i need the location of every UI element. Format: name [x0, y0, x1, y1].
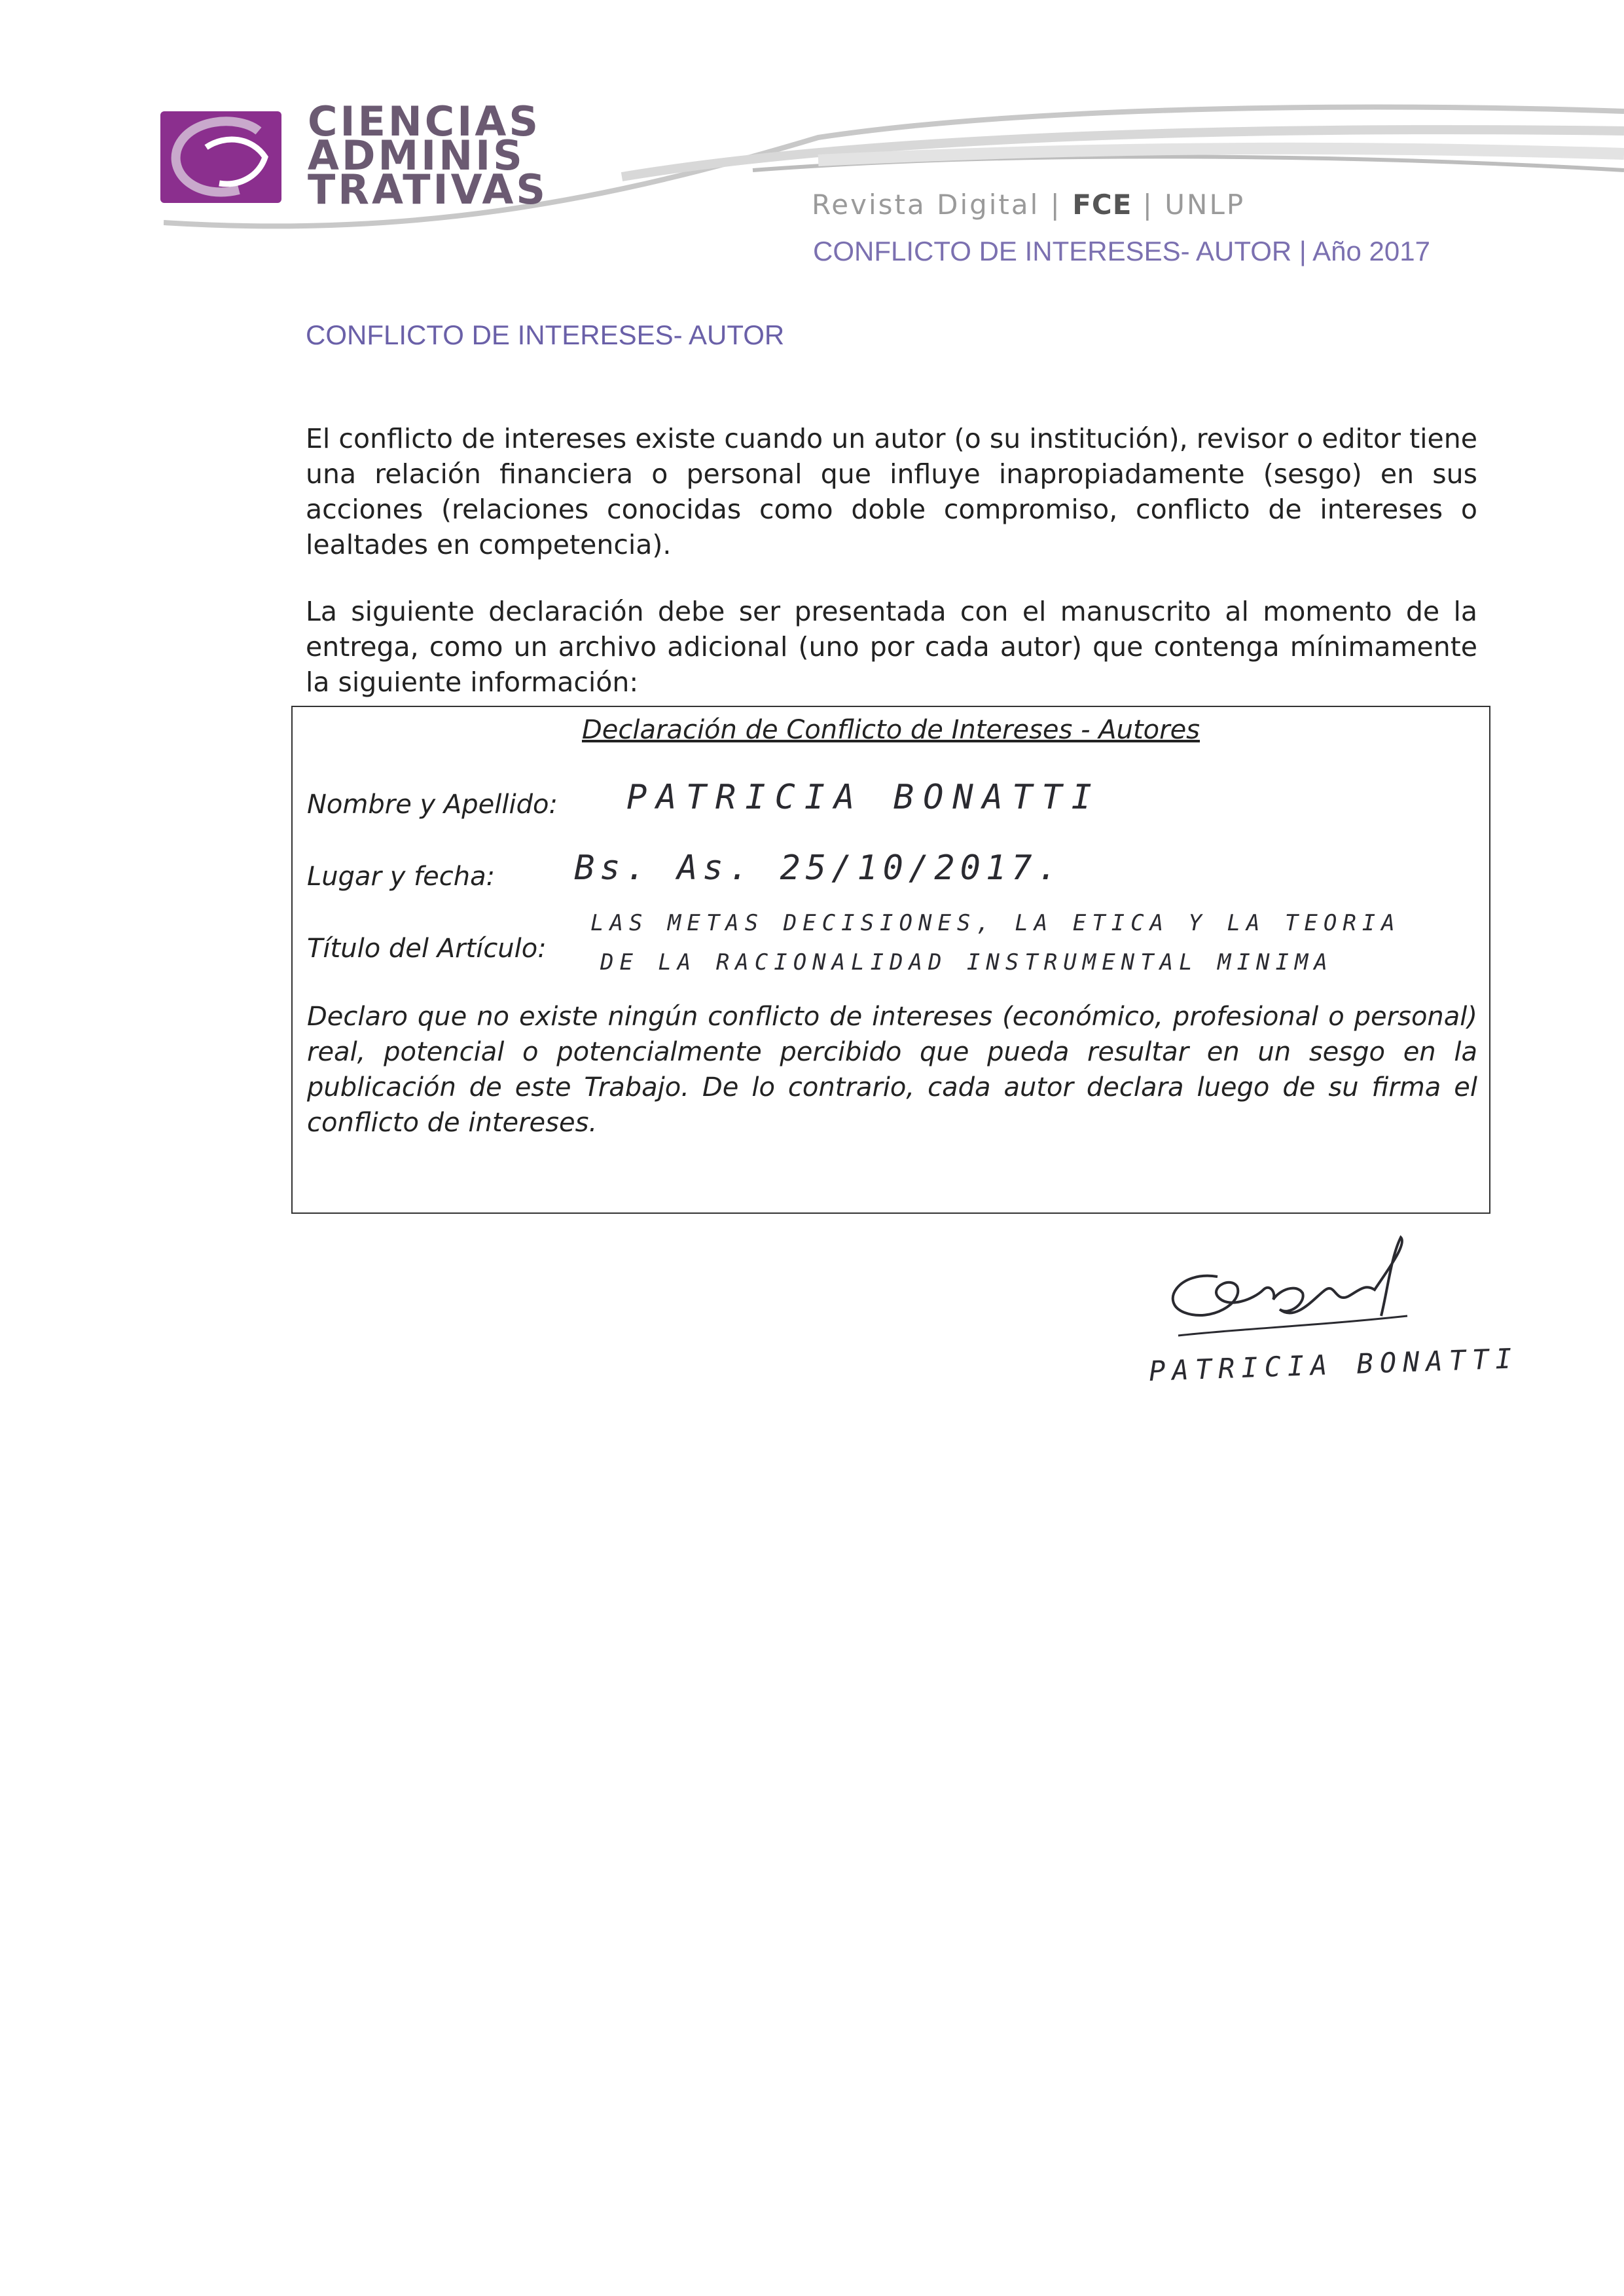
name-label: Nombre y Apellido:	[307, 790, 558, 820]
intro-paragraph: El conflicto de intereses existe cuando un autor (o su institución), revisor o editor tiene una relación financiera o personal que influye inapropiadamente (sesgo) en sus acciones (relaciones conocidas como doble compromiso, conflicto de intereses o lealtades en competencia).	[306, 423, 1477, 560]
section-title: CONFLICTO DE INTERESES- AUTOR	[306, 319, 785, 350]
declaration-statement: Declaro que no existe ningún conflicto de intereses (económico, profesional o personal) real, potencial o potencialmente percibido que pueda resultar en un sesgo en la publicación de este Trabajo. De lo contrario, cada autor declara luego de su firma el conflicto de intereses.	[307, 1002, 1477, 1138]
journal-separator: |	[1142, 189, 1165, 221]
declaration-box	[291, 706, 1490, 1214]
name-value: PATRICIA BONATTI	[626, 778, 1101, 817]
logo-line-1: CIENCIAS	[308, 98, 541, 145]
header-subtitle: CONFLICTO DE INTERESES- AUTOR | Año 2017	[813, 236, 1430, 266]
logo-icon	[160, 111, 281, 203]
logo-line-3: TRATIVAS	[308, 166, 548, 213]
journal-unlp: UNLP	[1164, 189, 1246, 221]
journal-name	[812, 189, 1245, 221]
journal-revista: Revista Digital	[812, 189, 1040, 221]
declaration-heading: Declaración de Conflicto de Intereses - Autores	[581, 715, 1200, 745]
journal-fce: FCE	[1072, 189, 1132, 221]
article-title-line-2: DE LA RACIONALIDAD INSTRUMENTAL MINIMA	[600, 949, 1333, 975]
place-date-value: Bs. As. 25/10/2017.	[574, 848, 1063, 888]
article-title-label: Título del Artículo:	[307, 934, 547, 964]
journal-separator: |	[1050, 189, 1073, 221]
place-date-label: Lugar y fecha:	[307, 862, 496, 892]
article-title-line-1: LAS METAS DECISIONES, LA ETICA Y LA TEORIA	[590, 910, 1401, 936]
logo-wordmark	[308, 98, 548, 213]
logo-line-2: ADMINIS	[308, 132, 525, 179]
instructions-paragraph: La siguiente declaración debe ser presentada con el manuscrito al momento de la entrega, como un archivo adicional (uno por cada autor) que contenga mínimamente la siguiente información:	[306, 596, 1477, 698]
signature-printed-name: PATRICIA BONATTI	[1148, 1342, 1519, 1387]
